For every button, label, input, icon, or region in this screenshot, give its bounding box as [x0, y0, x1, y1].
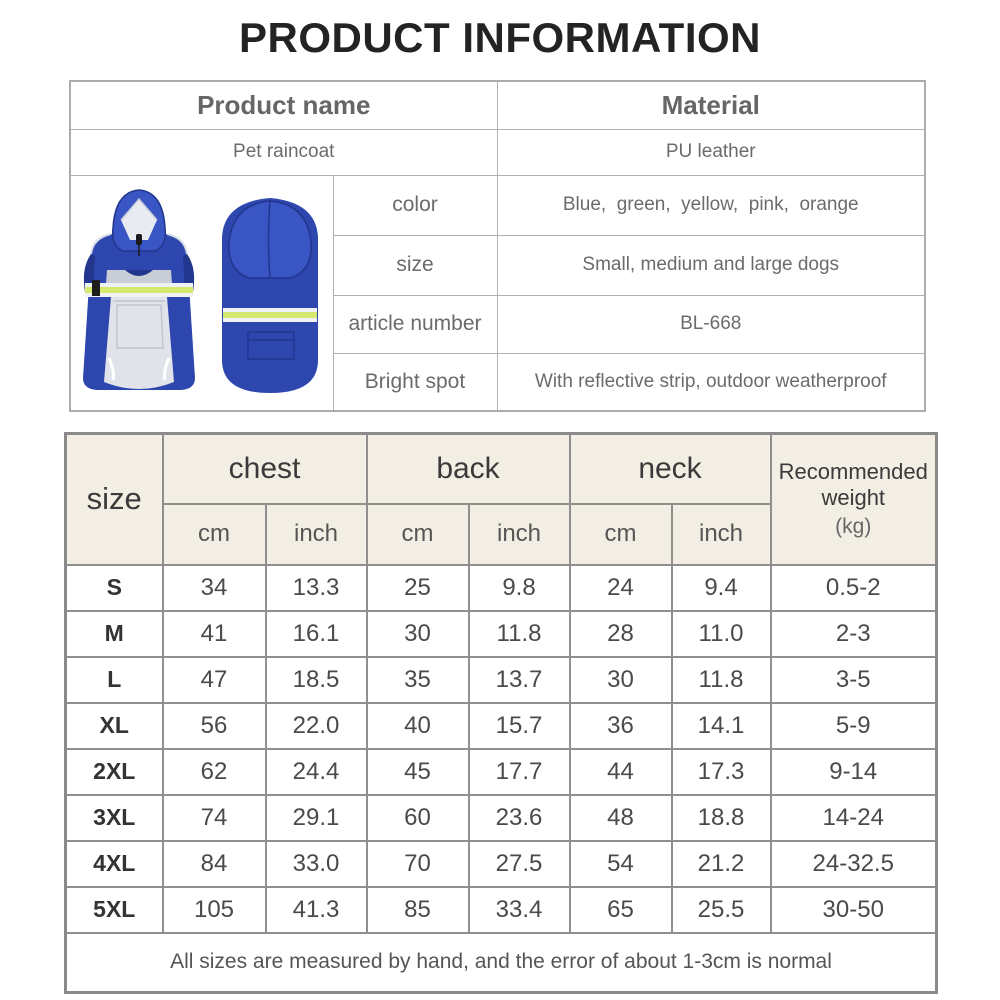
table-row-2xl — [66, 749, 937, 795]
neck-inch-cell: 14.1 — [672, 703, 771, 749]
article-number-label: article number — [333, 295, 497, 353]
back-cm-cell: 25 — [367, 565, 469, 611]
chest-inch-cell: 13.3 — [266, 565, 367, 611]
neck-cm-cell: 44 — [570, 749, 672, 795]
table-row-xl — [66, 703, 937, 749]
back-cm-cell: 60 — [367, 795, 469, 841]
table-row-l — [66, 657, 937, 703]
weight-cell: 5-9 — [771, 703, 937, 749]
product-name-header: Product name — [70, 81, 497, 129]
size-column-header: size — [66, 434, 163, 565]
raincoat-back-view — [222, 198, 318, 393]
neck-cm-cell: 24 — [570, 565, 672, 611]
chest-cm-cell: 56 — [163, 703, 266, 749]
table-row-4xl — [66, 841, 937, 887]
weight-cell: 9-14 — [771, 749, 937, 795]
size-cell: L — [66, 657, 163, 703]
back-inch-cell: 13.7 — [469, 657, 570, 703]
neck-group-header: neck — [570, 434, 771, 504]
back-inch-cell: 27.5 — [469, 841, 570, 887]
chest-inch-cell: 22.0 — [266, 703, 367, 749]
neck-cm-cell: 54 — [570, 841, 672, 887]
color-row — [70, 175, 925, 235]
measurement-disclaimer: All sizes are measured by hand, and the error of about 1-3cm is normal — [66, 933, 937, 993]
back-cm-cell: 85 — [367, 887, 469, 933]
weight-cell: 30-50 — [771, 887, 937, 933]
weight-header-label: Recommended weight — [778, 459, 928, 510]
neck-cm-cell: 30 — [570, 657, 672, 703]
raincoat-front-view — [83, 190, 195, 390]
table-row-s — [66, 565, 937, 611]
weight-cell: 2-3 — [771, 611, 937, 657]
chest-inch-cell: 41.3 — [266, 887, 367, 933]
neck-inch-header: inch — [672, 504, 771, 565]
chest-cm-cell: 34 — [163, 565, 266, 611]
size-chart-footer-row — [66, 933, 937, 993]
material-header: Material — [497, 81, 925, 129]
table-row-5xl — [66, 887, 937, 933]
back-cm-cell: 35 — [367, 657, 469, 703]
table-row-m — [66, 611, 937, 657]
back-inch-cell: 17.7 — [469, 749, 570, 795]
size-cell: 2XL — [66, 749, 163, 795]
size-cell: 5XL — [66, 887, 163, 933]
table-row-3xl — [66, 795, 937, 841]
neck-cm-cell: 48 — [570, 795, 672, 841]
neck-inch-cell: 21.2 — [672, 841, 771, 887]
size-cell: S — [66, 565, 163, 611]
neck-cm-cell: 36 — [570, 703, 672, 749]
info-header-row — [70, 81, 925, 129]
material-value: PU leather — [497, 129, 925, 175]
back-inch-cell: 33.4 — [469, 887, 570, 933]
chest-cm-cell: 41 — [163, 611, 266, 657]
back-group-header: back — [367, 434, 570, 504]
back-inch-cell: 11.8 — [469, 611, 570, 657]
neck-inch-cell: 11.8 — [672, 657, 771, 703]
page-title: PRODUCT INFORMATION — [238, 14, 761, 61]
product-info-table — [69, 80, 926, 412]
neck-cm-cell: 65 — [570, 887, 672, 933]
bright-spot-label: Bright spot — [333, 353, 497, 411]
product-name-value: Pet raincoat — [70, 129, 497, 175]
back-cm-cell: 45 — [367, 749, 469, 795]
back-inch-header: inch — [469, 504, 570, 565]
back-inch-cell: 9.8 — [469, 565, 570, 611]
chest-inch-cell: 29.1 — [266, 795, 367, 841]
chest-cm-cell: 105 — [163, 887, 266, 933]
chest-cm-cell: 84 — [163, 841, 266, 887]
size-cell: XL — [66, 703, 163, 749]
chest-cm-cell: 62 — [163, 749, 266, 795]
chest-inch-cell: 18.5 — [266, 657, 367, 703]
neck-inch-cell: 25.5 — [672, 887, 771, 933]
back-cm-header: cm — [367, 504, 469, 565]
weight-cell: 3-5 — [771, 657, 937, 703]
neck-inch-cell: 11.0 — [672, 611, 771, 657]
bright-spot-value: With reflective strip, outdoor weatherproof — [497, 353, 925, 411]
back-cm-cell: 40 — [367, 703, 469, 749]
neck-cm-header: cm — [570, 504, 672, 565]
size-cell: M — [66, 611, 163, 657]
chest-cm-cell: 74 — [163, 795, 266, 841]
neck-cm-cell: 28 — [570, 611, 672, 657]
back-cm-cell: 70 — [367, 841, 469, 887]
weight-unit-label: (kg) — [835, 514, 872, 538]
neck-inch-cell: 17.3 — [672, 749, 771, 795]
back-inch-cell: 15.7 — [469, 703, 570, 749]
raincoat-illustration — [77, 182, 327, 408]
size-chart-group-header-row — [66, 434, 937, 504]
size-chart-table — [64, 432, 938, 994]
article-number-value: BL-668 — [497, 295, 925, 353]
back-cm-cell: 30 — [367, 611, 469, 657]
size-cell: 3XL — [66, 795, 163, 841]
weight-cell: 24-32.5 — [771, 841, 937, 887]
chest-cm-cell: 47 — [163, 657, 266, 703]
color-label: color — [333, 175, 497, 235]
weight-cell: 0.5-2 — [771, 565, 937, 611]
chest-inch-cell: 16.1 — [266, 611, 367, 657]
neck-inch-cell: 9.4 — [672, 565, 771, 611]
chest-inch-cell: 24.4 — [266, 749, 367, 795]
color-value: Blue, green, yellow, pink, orange — [497, 175, 925, 235]
chest-group-header: chest — [163, 434, 367, 504]
info-value-row — [70, 129, 925, 175]
back-inch-cell: 23.6 — [469, 795, 570, 841]
chest-cm-header: cm — [163, 504, 266, 565]
weight-column-header — [771, 434, 937, 565]
size-value: Small, medium and large dogs — [497, 235, 925, 295]
weight-cell: 14-24 — [771, 795, 937, 841]
chest-inch-cell: 33.0 — [266, 841, 367, 887]
neck-inch-cell: 18.8 — [672, 795, 771, 841]
size-cell: 4XL — [66, 841, 163, 887]
product-image — [70, 175, 333, 411]
chest-inch-header: inch — [266, 504, 367, 565]
size-label: size — [333, 235, 497, 295]
